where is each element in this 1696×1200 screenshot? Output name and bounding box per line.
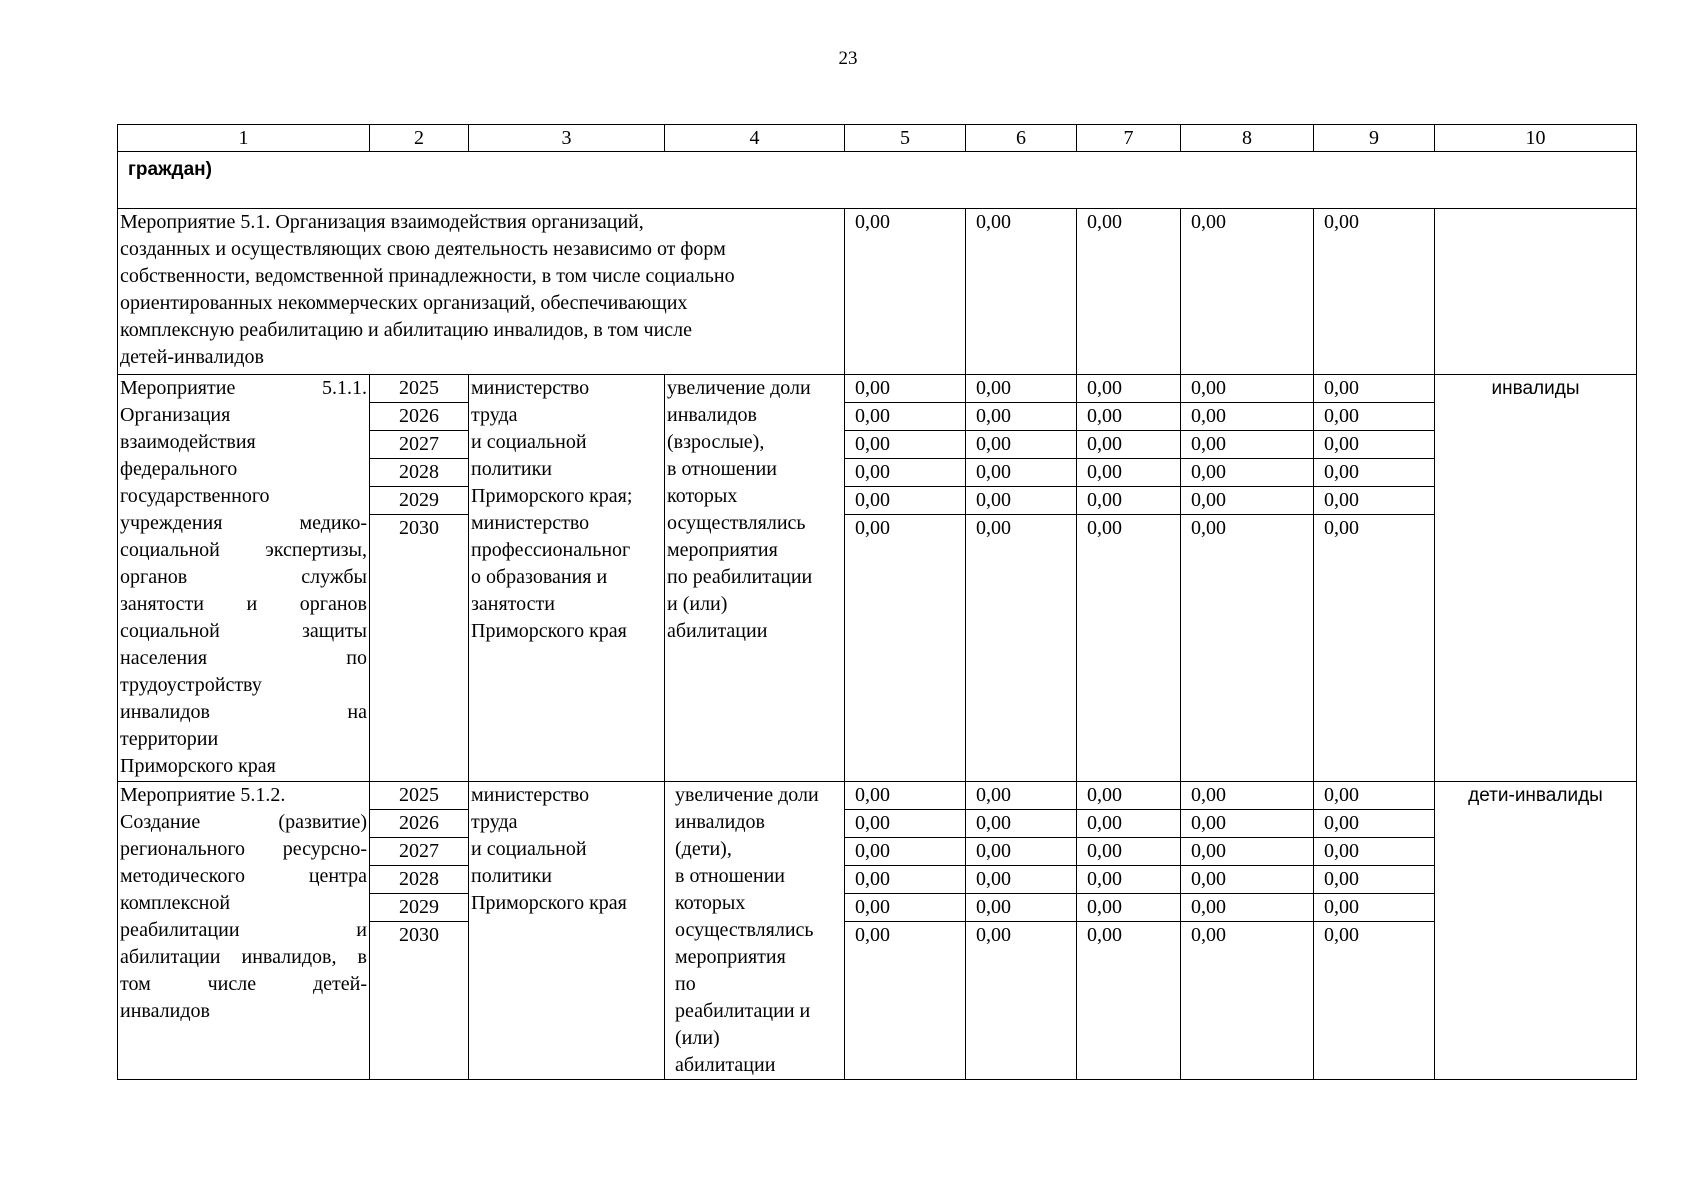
funding-col-6: [966, 782, 1077, 1080]
text-line: и (или): [667, 593, 728, 615]
text-line: комплексной: [120, 892, 231, 914]
column-number: 6: [966, 125, 1077, 152]
funding-col-5: [845, 375, 966, 782]
text-line: по реабилитации: [667, 566, 813, 588]
funding-value: 0,00: [966, 375, 1076, 403]
text-line: Приморского края;: [471, 485, 633, 507]
funding-value: 0,00: [1077, 866, 1180, 894]
text-line: социальной защиты: [120, 620, 367, 642]
funding-value: 0,00: [966, 431, 1076, 459]
column-number: 10: [1435, 125, 1637, 152]
measure-5-1-row: [118, 209, 1637, 375]
year: 2027: [370, 838, 468, 866]
funding-value: 0,00: [976, 924, 1011, 946]
measure-5-1-1-row: [118, 375, 1637, 782]
funding-value: 0,00: [1087, 924, 1122, 946]
column-number: 9: [1314, 125, 1435, 152]
text-line: в отношении: [675, 865, 786, 887]
indicator-cell: [665, 782, 845, 1080]
funding-value: 0,00: [1077, 459, 1180, 487]
text-line: том числе детей-: [120, 973, 367, 995]
text-line: политики: [471, 458, 552, 480]
measure-5-1-1-name: [118, 375, 370, 782]
funding-value: 0,00: [966, 838, 1076, 866]
funding-value: 0,00: [966, 782, 1076, 810]
text-line: инвалидов: [667, 404, 757, 426]
funding-value: 0,00: [1181, 894, 1313, 922]
years-cell: [370, 782, 469, 1080]
years-list: [370, 782, 468, 949]
text-line: осуществлялись: [675, 919, 814, 941]
funding-value: 0,00: [1314, 487, 1434, 515]
funding-col-6: [966, 375, 1077, 782]
funding-value: 0,00: [1314, 403, 1434, 431]
text-line: населения по: [120, 647, 367, 669]
column-number: 7: [1077, 125, 1181, 152]
funding-value: 0,00: [1324, 517, 1359, 539]
text-line: регионального ресурсно-: [120, 838, 367, 860]
funding-value: 0,00: [845, 782, 965, 810]
years-list: [370, 375, 468, 542]
text-line: взаимодействия: [120, 431, 256, 453]
text-line: комплексную реабилитацию и абилитацию инвалидов, в том числе: [120, 319, 693, 341]
funding-value: 0,00: [1077, 487, 1180, 515]
text-line: абилитации инвалидов, в: [120, 946, 367, 968]
funding-value: 0,00: [966, 209, 1077, 375]
text-line: собственности, ведомственной принадлежности, в том числе социально: [120, 265, 735, 287]
text-line: учреждения медико-: [120, 512, 367, 534]
funding-value: 0,00: [1324, 924, 1359, 946]
funding-value: 0,00: [845, 810, 965, 838]
text-line: Мероприятие 5.1. Организация взаимодействия организаций,: [120, 211, 644, 233]
indicator-cell: [665, 375, 845, 782]
measure-5-1-2-row: [118, 782, 1637, 1080]
text-line: социальной экспертизы,: [120, 539, 367, 561]
funding-value: 0,00: [1077, 209, 1181, 375]
text-line: увеличение доли: [667, 377, 811, 399]
text-line: (дети),: [675, 838, 732, 860]
page-number: 23: [838, 48, 858, 69]
text-line: по: [675, 973, 696, 995]
funding-value: 0,00: [1181, 487, 1313, 515]
text-line: занятости: [471, 593, 555, 615]
funding-value: 0,00: [1314, 782, 1434, 810]
funding-value: 0,00: [1314, 209, 1435, 375]
text-line: Мероприятие 5.1.2.: [120, 784, 286, 806]
text-line: труда: [471, 811, 518, 833]
section-title-row: [118, 152, 1637, 209]
funding-value: 0,00: [845, 403, 965, 431]
funding-col-8: [1181, 782, 1314, 1080]
year: 2030: [399, 924, 439, 946]
funding-value: 0,00: [855, 517, 890, 539]
text-line: мероприятия: [675, 946, 786, 968]
funding-value: 0,00: [1077, 375, 1180, 403]
text-line: которых: [667, 485, 738, 507]
funding-value: 0,00: [845, 866, 965, 894]
funding-value: 0,00: [1077, 431, 1180, 459]
funding-value: 0,00: [845, 487, 965, 515]
target-group: инвалиды: [1435, 375, 1637, 782]
funding-value: 0,00: [1181, 838, 1313, 866]
funding-value: 0,00: [966, 487, 1076, 515]
year: 2029: [370, 894, 468, 922]
funding-value: 0,00: [966, 894, 1076, 922]
year: 2026: [370, 403, 468, 431]
text-line: реабилитации и: [675, 1000, 811, 1022]
year: 2029: [370, 487, 468, 515]
funding-col-5: [845, 782, 966, 1080]
years-cell: [370, 375, 469, 782]
funding-value: 0,00: [1181, 810, 1313, 838]
funding-value: 0,00: [1314, 894, 1434, 922]
funding-value: 0,00: [845, 431, 965, 459]
funding-value: 0,00: [1191, 517, 1226, 539]
text-line: ориентированных некоммерческих организаций, обеспечивающих: [120, 292, 688, 314]
text-line: созданных и осуществляющих свою деятельность независимо от форм: [120, 238, 726, 260]
funding-value: 0,00: [1181, 209, 1314, 375]
executor-cell: [469, 375, 665, 782]
text-line: министерство: [471, 377, 590, 399]
column-number: 8: [1181, 125, 1314, 152]
year: 2028: [370, 866, 468, 894]
funding-value: 0,00: [966, 866, 1076, 894]
text-line: территории: [120, 728, 219, 750]
section-title: граждан): [118, 152, 1637, 209]
funding-value: 0,00: [966, 403, 1076, 431]
funding-value: 0,00: [1314, 866, 1434, 894]
funding-value: 0,00: [1077, 810, 1180, 838]
text-line: и социальной: [471, 838, 587, 860]
year: 2026: [370, 810, 468, 838]
column-number: 2: [370, 125, 469, 152]
funding-col-7: [1077, 375, 1181, 782]
funding-value: 0,00: [1314, 810, 1434, 838]
text-line: труда: [471, 404, 518, 426]
text-line: Приморского края: [471, 620, 627, 642]
text-line: политики: [471, 865, 552, 887]
text-line: органов службы: [120, 566, 367, 588]
text-line: инвалидов: [675, 811, 765, 833]
text-line: Создание (развитие): [120, 811, 367, 833]
funding-value: 0,00: [1314, 459, 1434, 487]
funding-value: 0,00: [1181, 866, 1313, 894]
column-number: 1: [118, 125, 370, 152]
text-line: министерство: [471, 784, 590, 806]
year: 2030: [399, 517, 439, 539]
funding-value: 0,00: [845, 375, 965, 403]
column-number: 4: [665, 125, 845, 152]
text-line: (или): [675, 1027, 720, 1049]
text-line: министерство: [471, 512, 590, 534]
funding-col-9: [1314, 375, 1435, 782]
funding-col-8: [1181, 375, 1314, 782]
year: 2027: [370, 431, 468, 459]
executor-cell: [469, 782, 665, 1080]
text-line: государственного: [120, 485, 270, 507]
text-line: детей-инвалидов: [120, 346, 264, 368]
year: 2025: [370, 375, 468, 403]
funding-value: 0,00: [845, 209, 966, 375]
text-line: которых: [675, 892, 746, 914]
text-line: трудоустройству: [120, 674, 262, 696]
column-number: 5: [845, 125, 966, 152]
funding-value: 0,00: [1314, 838, 1434, 866]
text-line: реабилитации и: [120, 919, 367, 941]
target-group: дети-инвалиды: [1435, 782, 1637, 1080]
funding-value: 0,00: [1314, 375, 1434, 403]
text-line: Мероприятие 5.1.1.: [120, 377, 367, 399]
funding-value: 0,00: [1181, 459, 1313, 487]
measure-5-1-name: [118, 209, 845, 375]
text-line: методического центра: [120, 865, 367, 887]
funding-value: 0,00: [1181, 782, 1313, 810]
funding-value: 0,00: [1087, 517, 1122, 539]
funding-value: 0,00: [1181, 375, 1313, 403]
text-line: Приморского края: [471, 892, 627, 914]
year: 2025: [370, 782, 468, 810]
funding-value: 0,00: [845, 838, 965, 866]
funding-col-9: [1314, 782, 1435, 1080]
text-line: федерального: [120, 458, 238, 480]
text-line: абилитации: [667, 620, 768, 642]
year: 2028: [370, 459, 468, 487]
text-line: о образования и: [471, 566, 608, 588]
funding-value: 0,00: [1191, 924, 1226, 946]
text-line: осуществлялись: [667, 512, 806, 534]
text-line: увеличение доли: [675, 784, 819, 806]
funding-value: 0,00: [976, 517, 1011, 539]
measures-table: [117, 124, 1637, 1080]
text-line: мероприятия: [667, 539, 778, 561]
funding-value: 0,00: [1077, 403, 1180, 431]
text-line: Организация: [120, 404, 231, 426]
column-number: 3: [469, 125, 665, 152]
funding-value: 0,00: [1181, 431, 1313, 459]
empty-cell: [1435, 209, 1637, 375]
funding-value: 0,00: [1077, 894, 1180, 922]
funding-value: 0,00: [845, 894, 965, 922]
text-line: занятости и органов: [120, 593, 367, 615]
funding-value: 0,00: [1077, 782, 1180, 810]
text-line: Приморского края: [120, 755, 276, 777]
funding-value: 0,00: [966, 810, 1076, 838]
measure-5-1-2-name: [118, 782, 370, 1080]
text-line: абилитации: [675, 1054, 776, 1076]
funding-value: 0,00: [1314, 431, 1434, 459]
text-line: инвалидов: [120, 1000, 210, 1022]
text-line: инвалидов на: [120, 701, 367, 723]
funding-value: 0,00: [1181, 403, 1313, 431]
text-line: в отношении: [667, 458, 778, 480]
funding-value: 0,00: [845, 459, 965, 487]
text-line: профессиональног: [471, 539, 631, 561]
text-line: и социальной: [471, 431, 587, 453]
text-line: (взрослые),: [667, 431, 765, 453]
funding-value: 0,00: [966, 459, 1076, 487]
funding-col-7: [1077, 782, 1181, 1080]
funding-value: 0,00: [1077, 838, 1180, 866]
column-number-row: [118, 125, 1637, 152]
funding-value: 0,00: [855, 924, 890, 946]
